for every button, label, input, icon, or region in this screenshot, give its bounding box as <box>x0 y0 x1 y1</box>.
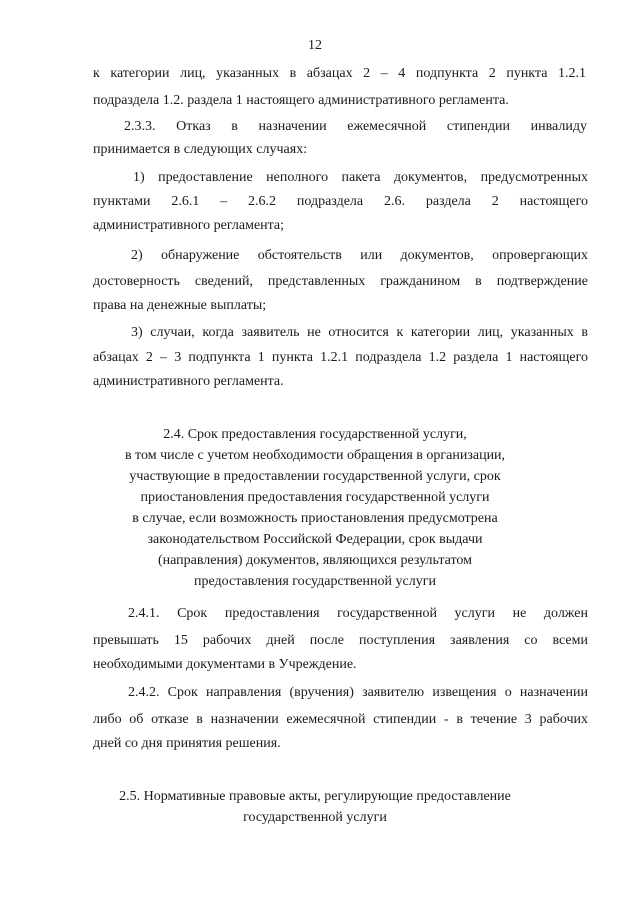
heading-2-4-line-6: законодательством Российской Федерации, срок выдачи <box>147 532 483 547</box>
case-1-line-3: административного регламента; <box>93 218 285 233</box>
heading-2-4-line-7: (направления) документов, являющихся результатом <box>157 553 473 568</box>
case-3-line-2: абзацах 2 – 3 подпункта 1 пункта 1.2.1 подраздела 1.2 раздела 1 настоящего <box>93 350 588 365</box>
paragraph-2-4-2-line-3: дней со дня принятия решения. <box>93 736 281 751</box>
paragraph-2-3-2-line-2: подраздела 1.2. раздела 1 настоящего административного регламента. <box>93 93 509 108</box>
paragraph-2-4-1-line-3: необходимыми документами в Учреждение. <box>93 657 357 672</box>
case-2-line-3: права на денежные выплаты; <box>93 298 267 313</box>
heading-2-4-line-5: в случае, если возможность приостановления предусмотрена <box>132 511 498 526</box>
heading-2-5-line-2: государственной услуги <box>243 810 387 825</box>
paragraph-2-4-2-line-1: 2.4.2. Срок направления (вручения) заявителю извещения о назначении <box>128 685 588 700</box>
case-1-line-2: пунктами 2.6.1 – 2.6.2 подраздела 2.6. раздела 2 настоящего <box>93 194 588 209</box>
case-3-line-1: 3) случаи, когда заявитель не относится к категории лиц, указанных в <box>131 325 588 340</box>
heading-2-4-line-1: 2.4. Срок предоставления государственной услуги, <box>163 427 467 442</box>
heading-2-4-line-4: приостановления предоставления государственной услуги <box>140 490 490 505</box>
case-2-line-1: 2) обнаружение обстоятельств или документов, опровергающих <box>131 248 588 263</box>
paragraph-2-4-2-line-2: либо об отказе в назначении ежемесячной стипендии - в течение 3 рабочих <box>93 712 588 727</box>
heading-2-5-line-1: 2.5. Нормативные правовые акты, регулирующие предоставление <box>119 789 511 804</box>
case-1-line-1: 1) предоставление неполного пакета документов, предусмотренных <box>133 170 588 185</box>
paragraph-2-4-1-line-2: превышать 15 рабочих дней после поступления заявления со всеми <box>93 633 588 648</box>
paragraph-2-3-3-line-1: 2.3.3. Отказ в назначении ежемесячной стипендии инвалиду <box>124 119 587 134</box>
heading-2-4-line-8: предоставления государственной услуги <box>194 574 436 589</box>
case-2-line-2: достоверность сведений, представленных гражданином в подтверждение <box>93 274 588 289</box>
page-number: 12 <box>308 38 322 53</box>
heading-2-4-line-2: в том числе с учетом необходимости обращения в организации, <box>124 448 506 463</box>
paragraph-2-3-2-line-1: к категории лиц, указанных в абзацах 2 – 4 подпункта 2 пункта 1.2.1 <box>93 66 586 81</box>
paragraph-2-3-3-line-2: принимается в следующих случаях: <box>93 142 308 157</box>
heading-2-4-line-3: участвующие в предоставлении государственной услуги, срок <box>129 469 501 484</box>
case-3-line-3: административного регламента. <box>93 374 284 389</box>
paragraph-2-4-1-line-1: 2.4.1. Срок предоставления государственной услуги не должен <box>128 606 588 621</box>
